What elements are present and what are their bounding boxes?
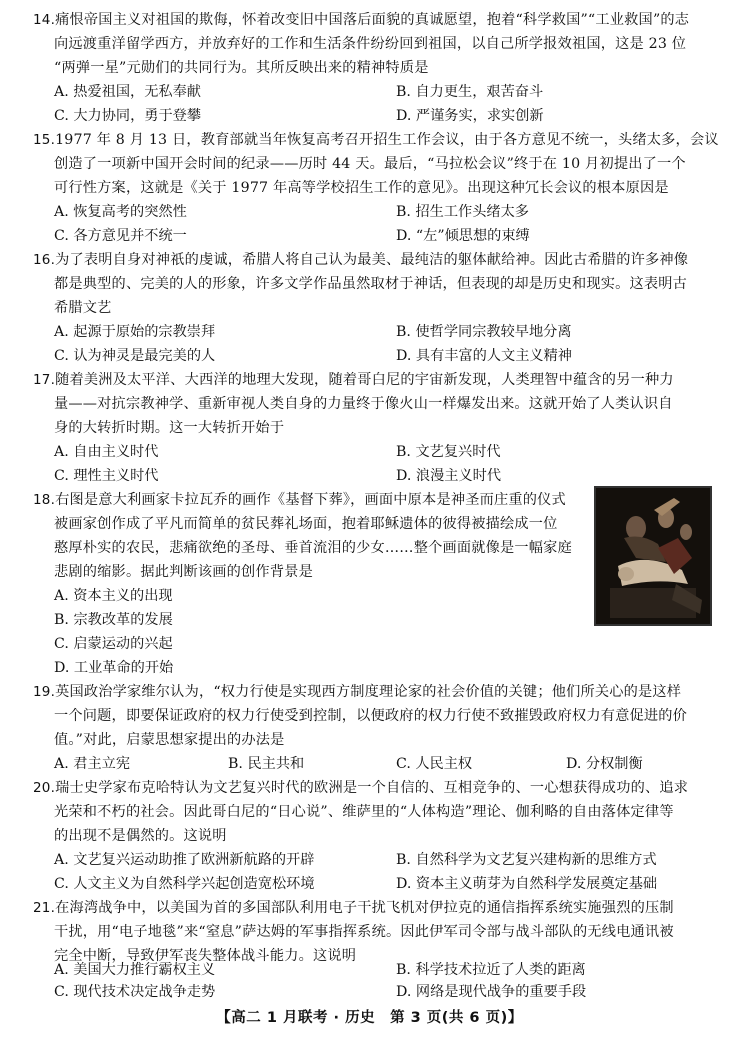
- option-b[interactable]: B. 宗教改革的发展: [54, 612, 173, 628]
- option-d[interactable]: D. 资本主义萌芽为自然科学发展奠定基础: [396, 876, 658, 892]
- question-stem-line: 右图是意大利画家卡拉瓦乔的画作《基督下葬》，画面中原本是神圣而庄重的仪式: [55, 492, 566, 508]
- question-stem-line: 随着美洲及太平洋、大西洋的地理大发现，随着哥白尼的宇宙新发现，人类理智中蕴含的另一种力: [55, 372, 674, 388]
- option-c[interactable]: C. 各方意见并不统一: [54, 228, 187, 244]
- question-stem-line: 都是典型的、完美的人的形象，许多文学作品虽然取材于神话，但表现的却是历史和现实。这表明古: [54, 276, 688, 292]
- question-stem-line: 身的大转折时期。这一大转折开始于: [54, 420, 285, 436]
- option-b[interactable]: B. 文艺复兴时代: [396, 444, 501, 460]
- option-c[interactable]: C. 理性主义时代: [54, 468, 159, 484]
- painting-icon: [596, 488, 710, 624]
- option-d[interactable]: D. 浪漫主义时代: [396, 468, 502, 484]
- question-stem-line: 创造了一项新中国开会时间的纪录——历时 44 天。最后，“马拉松会议”终于在 10 月初提出了一个: [54, 156, 686, 172]
- option-d[interactable]: D. 严谨务实，求实创新: [396, 108, 544, 124]
- option-a[interactable]: A. 自由主义时代: [54, 444, 159, 460]
- option-a[interactable]: A. 恢复高考的突然性: [54, 204, 187, 220]
- option-a[interactable]: A. 热爱祖国，无私奉献: [54, 84, 201, 100]
- option-b[interactable]: B. 民主共和: [228, 756, 305, 772]
- option-b[interactable]: B. 使哲学同宗教较早地分离: [396, 324, 572, 340]
- question-stem-line: 完全中断，导致伊军丧失整体战斗能力。这说明: [54, 948, 357, 964]
- question-number: 21.: [33, 900, 56, 916]
- option-b[interactable]: B. 科学技术拉近了人类的距离: [396, 962, 586, 978]
- question-stem-line: 悲剧的缩影。据此判断该画的创作背景是: [54, 564, 313, 580]
- question-stem-line: 憨厚朴实的农民，悲痛欲绝的圣母、垂首流泪的少女……整个画面就像是一幅家庭: [54, 540, 572, 556]
- question-number: 17.: [33, 372, 56, 388]
- option-d[interactable]: D. “左”倾思想的束缚: [396, 228, 530, 244]
- question-stem-line: 一个问题，即要保证政府的权力行使受到控制，以便政府的权力行使不致摧毁政府权力有意促进的价: [54, 708, 688, 724]
- question-stem-line: 的出现不是偶然的。这说明: [54, 828, 227, 844]
- question-stem-line: 光荣和不朽的社会。因此哥白尼的“日心说”、维萨里的“人体构造”理论、伽利略的自由落体定律等: [54, 804, 674, 820]
- question-stem-line: 英国政治学家维尔认为，“权力行使是实现西方制度理论家的社会价值的关键；他们所关心的是这样: [55, 684, 682, 700]
- option-c[interactable]: C. 人文主义为自然科学兴起创造宽松环境: [54, 876, 315, 892]
- option-a[interactable]: A. 文艺复兴运动助推了欧洲新航路的开辟: [54, 852, 315, 868]
- option-d[interactable]: D. 网络是现代战争的重要手段: [396, 984, 587, 1000]
- question-stem-line: 希腊文艺: [54, 300, 112, 316]
- question-stem-line: 1977 年 8 月 13 日，教育部就当年恢复高考召开招生工作会议，由于各方意见不统一，头绪太多，会议: [55, 132, 719, 148]
- page-footer: 【高二 1 月联考 · 历史 第 3 页(共 6 页)】: [216, 1010, 523, 1026]
- option-c[interactable]: C. 启蒙运动的兴起: [54, 636, 173, 652]
- option-d[interactable]: D. 具有丰富的人文主义精神: [396, 348, 572, 364]
- question-stem-line: 痛恨帝国主义对祖国的欺侮，怀着改变旧中国落后面貌的真诚愿望，抱着“科学救国”“工业救国”的志: [55, 12, 690, 28]
- painting-image: [594, 486, 712, 626]
- option-c[interactable]: C. 大力协同，勇于登攀: [54, 108, 202, 124]
- option-a[interactable]: A. 资本主义的出现: [54, 588, 173, 604]
- question-stem-line: 向远渡重洋留学西方，并放弃好的工作和生活条件纷纷回到祖国，以自己所学报效祖国，这是 23 位: [54, 36, 687, 52]
- option-b[interactable]: B. 招生工作头绪太多: [396, 204, 529, 220]
- question-stem-line: 被画家创作成了平凡而简单的贫民葬礼场面，抱着耶稣遗体的彼得被描绘成一位: [54, 516, 558, 532]
- question-stem-line: 在海湾战争中，以美国为首的多国部队利用电子干扰飞机对伊拉克的通信指挥系统实施强烈的压制: [55, 900, 674, 916]
- option-b[interactable]: B. 自然科学为文艺复兴建构新的思维方式: [396, 852, 657, 868]
- question-number: 18.: [33, 492, 56, 508]
- option-a[interactable]: A. 起源于原始的宗教崇拜: [54, 324, 216, 340]
- question-number: 20.: [33, 780, 56, 796]
- option-d[interactable]: D. 工业革命的开始: [54, 660, 174, 676]
- question-number: 16.: [33, 252, 56, 268]
- question-number: 14.: [33, 12, 56, 28]
- option-c[interactable]: C. 人民主权: [396, 756, 473, 772]
- question-stem-line: 瑞士史学家布克哈特认为文艺复兴时代的欧洲是一个自信的、互相竞争的、一心想获得成功的、追求: [55, 780, 689, 796]
- option-c[interactable]: C. 现代技术决定战争走势: [54, 984, 216, 1000]
- question-stem-line: 干扰，用“电子地毯”来“窒息”萨达姆的军事指挥系统。因此伊军司令部与战斗部队的无线电通讯被: [54, 924, 674, 940]
- option-d[interactable]: D. 分权制衡: [566, 756, 643, 772]
- question-stem-line: 为了表明自身对神祇的虔诚，希腊人将自己认为最美、最纯洁的躯体献给神。因此古希腊的许多神像: [55, 252, 689, 268]
- question-stem-line: “两弹一星”元勋们的共同行为。其所反映出来的精神特质是: [54, 60, 429, 76]
- option-c[interactable]: C. 认为神灵是最完美的人: [54, 348, 216, 364]
- question-number: 19.: [33, 684, 56, 700]
- question-stem-line: 值。”对此，启蒙思想家提出的办法是: [54, 732, 285, 748]
- option-b[interactable]: B. 自力更生，艰苦奋斗: [396, 84, 544, 100]
- question-number: 15.: [33, 132, 56, 148]
- question-stem-line: 量——对抗宗教神学、重新审视人类自身的力量终于像火山一样爆发出来。这就开始了人类认识自: [54, 396, 673, 412]
- option-a[interactable]: A. 君主立宪: [54, 756, 131, 772]
- option-a[interactable]: A. 美国大力推行霸权主义: [54, 962, 216, 978]
- question-stem-line: 可行性方案，这就是《关于 1977 年高等学校招生工作的意见》。出现这种冗长会议的根本原因是: [54, 180, 669, 196]
